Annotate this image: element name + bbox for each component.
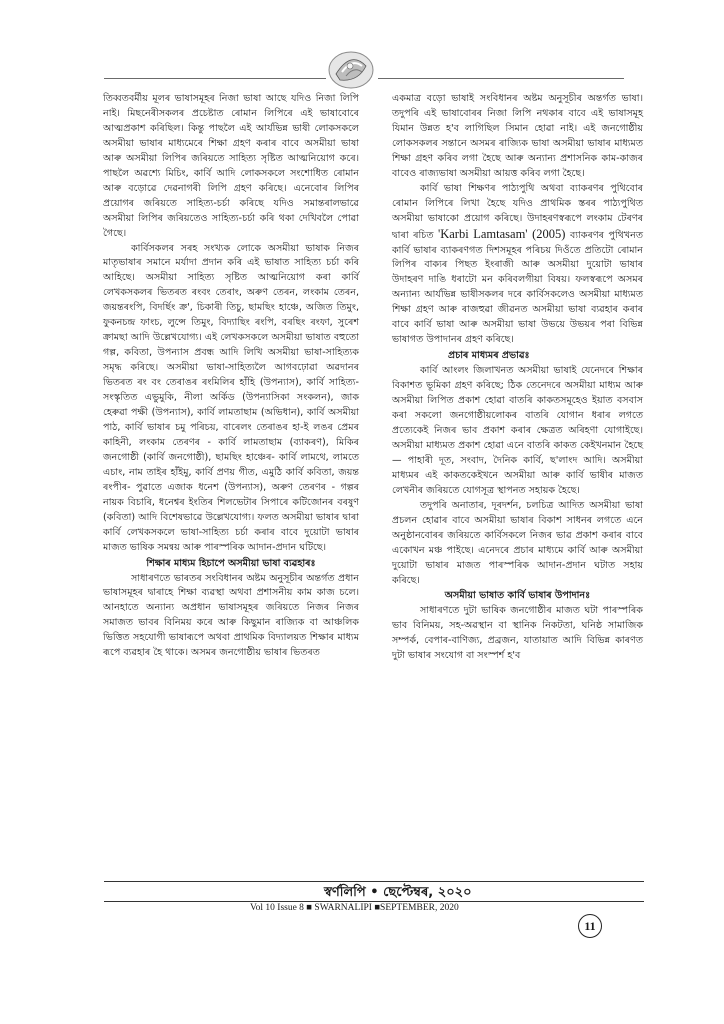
section-heading: শিক্ষাৰ মাধ্যম হিচাপে অসমীয়া ভাষা ব্যৱহাৰঃ xyxy=(146,557,316,569)
paragraph-text: ব্যাকৰণৰ পুথিখনত কাৰ্বি ভাষাৰ ব্যাকৰণগত দিশসমূহৰ পৰিচয় দিওঁতে প্ৰতিটো ৰোমান লিপিৰ বাক্যৰ পিছত ইংৰাজী আৰু অসমীয়া দুয়োটা ভাষাৰ উদাহৰণ দাঙি ধৰাটো মন কৰিবলগীয়া বিষয়। ফলস্বৰূপে অসমৰ অন্যান্য আৰ্যভিন্ন ভাষীসকলৰ দৰে কাৰ্বিসকলেও অসমীয়া মাধ্যমত শিক্ষা গ্ৰহণ আৰু ৰাজহুৱা জীৱনত অসমীয়া ভাষা ব্যৱহাৰ কৰাৰ বাবে কাৰ্বি ভাষা আৰু অসমীয়া ভাষা উভয়ে উভয়ৰ পৰা বিভিন্ন ভাষাগত উপাদানৰ গ্ৰহণ কৰিছে। xyxy=(392,229,644,346)
book-title: 'Karbi Lamtasam' (2005) xyxy=(437,226,566,241)
paragraph xyxy=(392,182,643,348)
page-number: 11 xyxy=(578,914,602,938)
left-column xyxy=(103,92,359,661)
paragraph: একমাত্ৰ বড়ো ভাষাই সংবিধানৰ অষ্টম অনুসূচীৰ অন্তৰ্গত ভাষা। তদুপৰি এই ভাষাবোৰৰ নিজা লিপি নথকাৰ বাবে এই ভাষাসমূহ যিমান উন্নত হ'ব লাগিছিল সিমান হোৱা নাই। এই জনগোষ্ঠীয় লোকসকলৰ সন্তানে অসমৰ ৰাজ্যিক ভাষা অসমীয়া ভাষাৰ মাধ্যমত শিক্ষা গ্ৰহণ কৰিব লগা হৈছে আৰু অন্যান্য প্ৰশাসনিক কাম-কাজৰ বাবেও ৰাজ্যভাষা অসমীয়া আয়ত্ত কৰিব লগা হৈছে। xyxy=(392,93,643,179)
paragraph: কাৰ্বি আংলং জিলাখনত অসমীয়া ভাষাই যেনেদৰে শিক্ষাৰ বিকাশত ভূমিকা গ্ৰহণ কৰিছে; ঠিক তেনেদৰে অসমীয়া মাধ্যম আৰু অসমীয়া লিপিত প্ৰকাশ হোৱা বাতৰি কাকতসমূহেও ইয়াত বসবাস কৰা সকলো জনগোষ্ঠীয়লোকৰ বাতৰি যোগান ধৰাৰ লগতে প্ৰত্যেকেই নিজৰ ভাব প্ৰকাশ কৰাৰ ক্ষেত্ৰত অৰিহণা যোগাইছে। অসমীয়া মাধ্যমত প্ৰকাশ হোৱা এনে বাতৰি কাকত কেইখনমান হৈছে— পাহাৰী দূত, সংবাদ, দৈনিক কাৰ্বি, ছ'লাংদ আদি। অসমীয়া মাধ্যমৰ এই কাকতকেইখনে অসমীয়া আৰু কাৰ্বি ভাষীৰ মাজত লেখনীৰ জৰিয়তে যোগসূত্ৰ স্থাপনত সহায়ক হৈছে। xyxy=(392,365,643,496)
footer-rule-bottom xyxy=(104,901,644,902)
right-column xyxy=(392,92,643,664)
section-heading: প্ৰচাৰ মাধ্যমৰ প্ৰভাৱঃ xyxy=(448,350,530,362)
header-rule-left xyxy=(104,78,326,79)
paragraph: তিব্বতবৰ্মীয় মূলৰ ভাষাসমূহৰ নিজা ভাষা আছে যদিও নিজা লিপি নাই। মিছনেৰীসকলৰ প্ৰচেষ্টাত ৰোমান লিপিৰে এই ভাষাবোৰে আত্মপ্ৰকাশ কৰিছিল। কিন্তু পাছলৈ এই আৰ্যভিন্ন ভাষী লোকসকলে অসমীয়া ভাষাৰ মাধ্যমেৰে শিক্ষা গ্ৰহণ কৰাৰ বাবে অসমীয়া ভাষা আৰু অসমীয়া লিপিৰ জৰিয়তে সাহিত্য সৃষ্টিত আত্মনিয়োগ কৰে। পাছলৈ অৱশ্যে মিচিং, কাৰ্বি আদি লোকসকলে সংশোধিত ৰোমান আৰু বড়োৱে দেৱনাগৰী লিপি গ্ৰহণ কৰিছে। এনেবোৰ লিপিৰ প্ৰয়োগৰ জৰিয়তে সাহিত্য-চৰ্চা কৰিছে যদিও সমান্তৰালভাৱে অসমীয়া লিপিৰ জৰিয়তেও সাহিত্য-চৰ্চা কৰি থকা দেখিবলৈ পোৱা গৈছে। xyxy=(103,93,359,239)
footer-rule-top xyxy=(104,881,644,882)
paragraph: কাৰ্বিসকলৰ সৰহ সংখ্যক লোকে অসমীয়া ভাষাক নিজৰ মাতৃভাষাৰ সমানে মৰ্যাদা প্ৰদান কৰি এই ভাষাত সাহিত্য চৰ্চা কৰি আহিছে। অসমীয়া সাহিত্য সৃষ্টিত আত্মনিয়োগ কৰা কাৰ্বি লেখকসকলৰ ভিতৰত ৰংবং তেৰাং, অৰুণ তেৰন, লংকাম তেৰন, জয়ন্তৰংপি, বিদৰ্ছিং ক্ৰ', চিকাৰী তিচু, ছামছিং হাঞ্চে, অজিত তিমুং, ফুকনচন্দ্ৰ ফাংচ, লুন্সে তিমুং, বিদ্যাছিং ৰংপি, বৰছিং ৰংফা, সুৰেশ ক্ৰামছা আদি উল্লেখযোগ্য। এই লেখকসকলে অসমীয়া ভাষাত বহুতো গল্প, কবিতা, উপন্যাস প্ৰবন্ধ আদি লিখি অসমীয়া ভাষা-সাহিত্যক সমৃদ্ধ কৰিছে। অসমীয়া ভাষা-সাহিত্যলৈ আগবঢ়োৱা অৱদানৰ ভিতৰত ৰং বং তেৰাঙৰ ৰংমিলিৰ হাঁহি (উপন্যাস), কাৰ্বি সাহিত্য-সংস্কৃতিত এভুমুকি, নীলা অৰ্কিড (উপন্যাসিকা সংকলন), জাক হেৰুৱা পক্ষী (উপন্যাস), কাৰ্বি লামতাছাম (অভিধান), কাৰ্বি অসমীয়া পাঠ, কাৰ্বি ভাষাৰ চমু পৰিচয়, বাৰেলং তেৰাঙৰ হা-ই লঙৰ প্ৰেমৰ কাহিনী, লংকাম তেৰণৰ - কাৰ্বি লামতাছাম (ব্যাকৰণ), মিকিৰ জনগোষ্ঠী (কাৰ্বি জনগোষ্ঠী), ছামছিং হাঞ্চেৰ- কাৰ্বি লামথে, লামতে এচাং, নাম তাইৰ হাঁইমু, কাৰ্বি প্ৰণয় গীত, এমুঠি কাৰ্বি কবিতা, জয়ন্ত ৰংপীৰ- পুৱাতে এজাক ধনেশ (উপন্যাস), অৰুণ তেৰণৰ - গল্পৰ নায়ক বিচাৰি, ধনেশ্বৰ ইংতিৰ শিলভেটাৰ সিপাৰে কটিজোনৰ বৰষুণ (কবিতা) আদি বিশেষভাৱে উল্লেখযোগ্য। ফলত অসমীয়া ভাষাৰ দ্বাৰা কাৰ্বি লেখকসকলে ভাষা-সাহিত্য চৰ্চা কৰাৰ বাবে দুয়োটা ভাষাৰ মাজত ভাষিক সমন্বয় আৰু পাৰস্পৰিক আদান-প্ৰদান ঘটিছে। xyxy=(103,242,359,553)
paragraph-text: কাৰ্বি ভাষা শিক্ষণৰ পাঠ্যপুথি অথবা ব্যাকৰণৰ পুথিবোৰ ৰোমান লিপিৰে লিখা হৈছে যদিও প্ৰাথমিক স্তৰৰ পাঠ্যপুথিত অসমীয়া ভাষাকো প্ৰয়োগ কৰিছে। উদাহৰণস্বৰূপে লংকাম টেৰণৰ দ্বাৰা ৰচিত xyxy=(392,182,643,241)
paragraph: সাধাৰণতে দুটা ভাষিক জনগোষ্ঠীৰ মাজত ঘটা পাৰস্পৰিক ভাব বিনিময়, সহ-অৱস্থান বা স্থানিক নিকটতা, ঘনিষ্ঠ সামাজিক সম্পৰ্ক, বেপাৰ-বাণিজ্য, প্ৰব্ৰজন, যাতায়াত আদি বিভিন্ন কাৰণত দুটা ভাষাৰ সংযোগ বা সংস্পৰ্শ হ'ব xyxy=(392,605,643,662)
footer-volume-line: Vol 10 Issue 8 ■ SWARNALIPI ■SEPTEMBER, 2020 xyxy=(250,903,459,913)
magazine-emblem-icon xyxy=(326,44,376,92)
paragraph: সাধাৰণতে ভাৰতৰ সংবিধানৰ অষ্টম অনুসূচীৰ অন্তৰ্গত প্ৰধান ভাষাসমূহৰ দ্বাৰাহে শিক্ষা ব্যৱস্থা অথবা প্ৰশাসনীয় কাম কাজ চলে। আনহাতে অন্যান্য অপ্ৰধান ভাষাসমূহৰ জৰিয়তে নিজৰ নিজৰ সমাজত ভাবৰ বিনিময় কৰে আৰু কিছুমান ৰাজ্যিক বা আঞ্চলিক ভিত্তিত সহযোগী ভাষাৰূপে অথবা প্ৰাথমিক বিদ্যালয়ত শিক্ষাৰ মাধ্যম ৰূপে ব্যৱহাৰ হৈ থাকে। অসমৰ জনগোষ্ঠীয় ভাষাৰ ভিতৰত xyxy=(103,572,359,659)
section-heading: অসমীয়া ভাষাত কাৰ্বি ভাষাৰ উপাদানঃ xyxy=(444,590,591,602)
header-rule-right xyxy=(378,78,624,79)
paragraph: তদুপৰি অনাতাৰ, দূৰদৰ্শন, চলচিত্ৰ আদিত অসমীয়া ভাষা প্ৰচলন হোৱাৰ বাবে অসমীয়া ভাষাৰ বিকাশ সাধনৰ লগতে এনে অনুষ্ঠানবোৰৰ জৰিয়তে কাৰ্বিসকলে নিজৰ ভাৱ প্ৰকাশ কৰাৰ বাবে একোখন মঞ্চ পাইছে। এনেদৰে প্ৰচাৰ মাধ্যমে কাৰ্বি আৰু অসমীয়া দুয়োটা ভাষাৰ মাজত পাৰস্পৰিক আদান-প্ৰদান ঘটাত সহায় কৰিছে। xyxy=(392,499,643,586)
footer-masthead: স্বৰ্ণলিপি • ছেপ্টেম্বৰ, ২০২০ xyxy=(324,885,472,900)
